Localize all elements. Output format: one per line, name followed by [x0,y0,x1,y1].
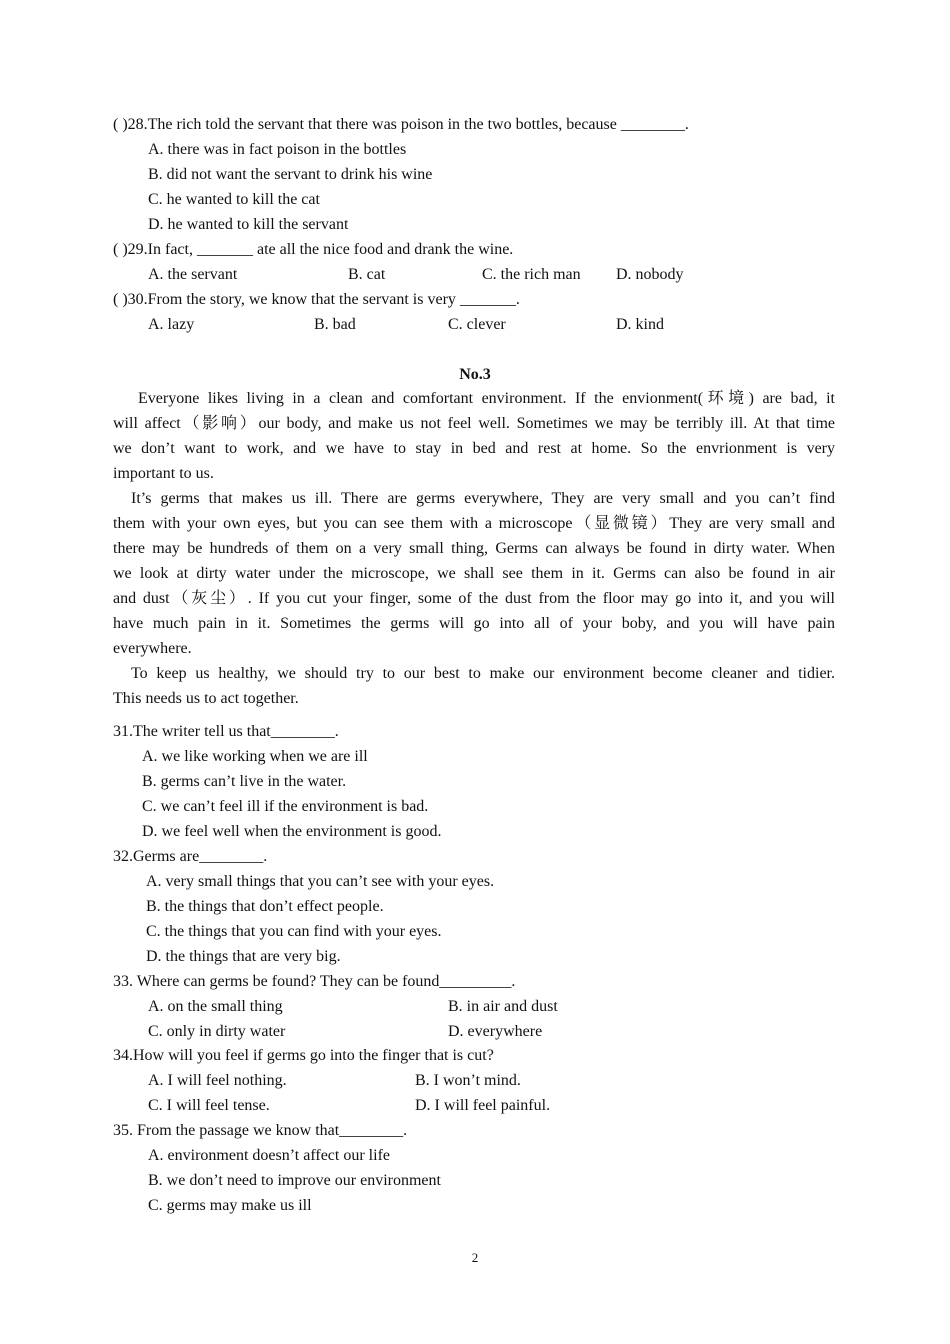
question-32-option-d: D. the things that are very big. [146,948,341,965]
passage-line: To keep us healthy, we should try to our best to make our environment become cleaner and tidier. [131,665,835,682]
question-33-option-d: D. everywhere [448,1023,543,1040]
question-28-option-d: D. he wanted to kill the servant [148,216,349,233]
question-29-option-d: D. nobody [616,266,684,283]
question-28-stem: ( )28.The rich told the servant that there was poison in the two bottles, because ________. [113,116,689,133]
passage-line: will affect（影响）our body, and make us not feel well. Sometimes we may be terribly ill. At that time [113,415,835,432]
question-31-option-a: A. we like working when we are ill [142,748,368,765]
question-29-option-c: C. the rich man [482,266,581,283]
question-34-option-c: C. I will feel tense. [148,1097,270,1114]
question-28-option-c: C. he wanted to kill the cat [148,191,320,208]
question-31-option-d: D. we feel well when the environment is good. [142,823,442,840]
question-30-option-a: A. lazy [148,316,195,333]
question-35-option-b: B. we don’t need to improve our environment [148,1172,441,1189]
question-30-stem: ( )30.From the story, we know that the servant is very _______. [113,291,520,308]
page-number: 2 [471,1250,479,1265]
question-31-option-b: B. germs can’t live in the water. [142,773,347,790]
question-33-option-a: A. on the small thing [148,998,283,1015]
question-30-option-d: D. kind [616,316,664,333]
question-34-stem: 34.How will you feel if germs go into the finger that is cut? [113,1047,494,1064]
passage-line: there may be hundreds of them on a very small thing, Germs can always be found in dirty water. When [113,540,835,557]
question-30-option-b: B. bad [314,316,356,333]
question-33-option-b: B. in air and dust [448,998,558,1015]
question-32-stem: 32.Germs are________. [113,848,268,865]
question-35-option-c: C. germs may make us ill [148,1197,312,1214]
question-32-option-b: B. the things that don’t effect people. [146,898,384,915]
question-35-stem: 35. From the passage we know that________. [113,1122,408,1139]
question-29-option-a: A. the servant [148,266,238,283]
passage-line: we look at dirty water under the microscope, we shall see them in it. Germs can also be found in air [113,565,835,582]
passage-line: everywhere. [113,640,192,657]
passage-line: them with your own eyes, but you can see them with a microscope（显微镜）They are very small and [113,515,835,532]
question-31-stem: 31.The writer tell us that________. [113,723,339,740]
passage-line: This needs us to act together. [113,690,299,707]
passage-line: have much pain in it. Sometimes the germs will go into all of your boby, and you will have pain [113,615,835,632]
question-34-option-d: D. I will feel painful. [415,1097,551,1114]
passage-title: No.3 [459,366,491,383]
question-33-stem: 33. Where can germs be found? They can be found_________. [113,973,516,990]
passage-line: Everyone likes living in a clean and comfortant environment. If the envionment(环境) are bad, it [138,390,835,407]
question-30-option-c: C. clever [448,316,506,333]
question-28-option-a: A. there was in fact poison in the bottles [148,141,407,158]
question-29-stem: ( )29.In fact, _______ ate all the nice food and drank the wine. [113,241,514,258]
passage-line: and dust（灰尘）. If you cut your finger, some of the dust from the floor may go into it, and you will [113,590,835,607]
question-33-option-c: C. only in dirty water [148,1023,286,1040]
passage-line: important to us. [113,465,214,482]
question-32-option-a: A. very small things that you can’t see with your eyes. [146,873,495,890]
passage-line: It’s germs that makes us ill. There are germs everywhere, They are very small and you can’t find [131,490,835,507]
question-31-option-c: C. we can’t feel ill if the environment is bad. [142,798,429,815]
question-35-option-a: A. environment doesn’t affect our life [148,1147,390,1164]
passage-line: we don’t want to work, and we have to stay in bed and rest at home. So the envrionment is very [113,440,835,457]
question-32-option-c: C. the things that you can find with your eyes. [146,923,442,940]
question-29-option-b: B. cat [348,266,386,283]
question-34-option-a: A. I will feel nothing. [148,1072,287,1089]
question-34-option-b: B. I won’t mind. [415,1072,521,1089]
question-28-option-b: B. did not want the servant to drink his wine [148,166,433,183]
